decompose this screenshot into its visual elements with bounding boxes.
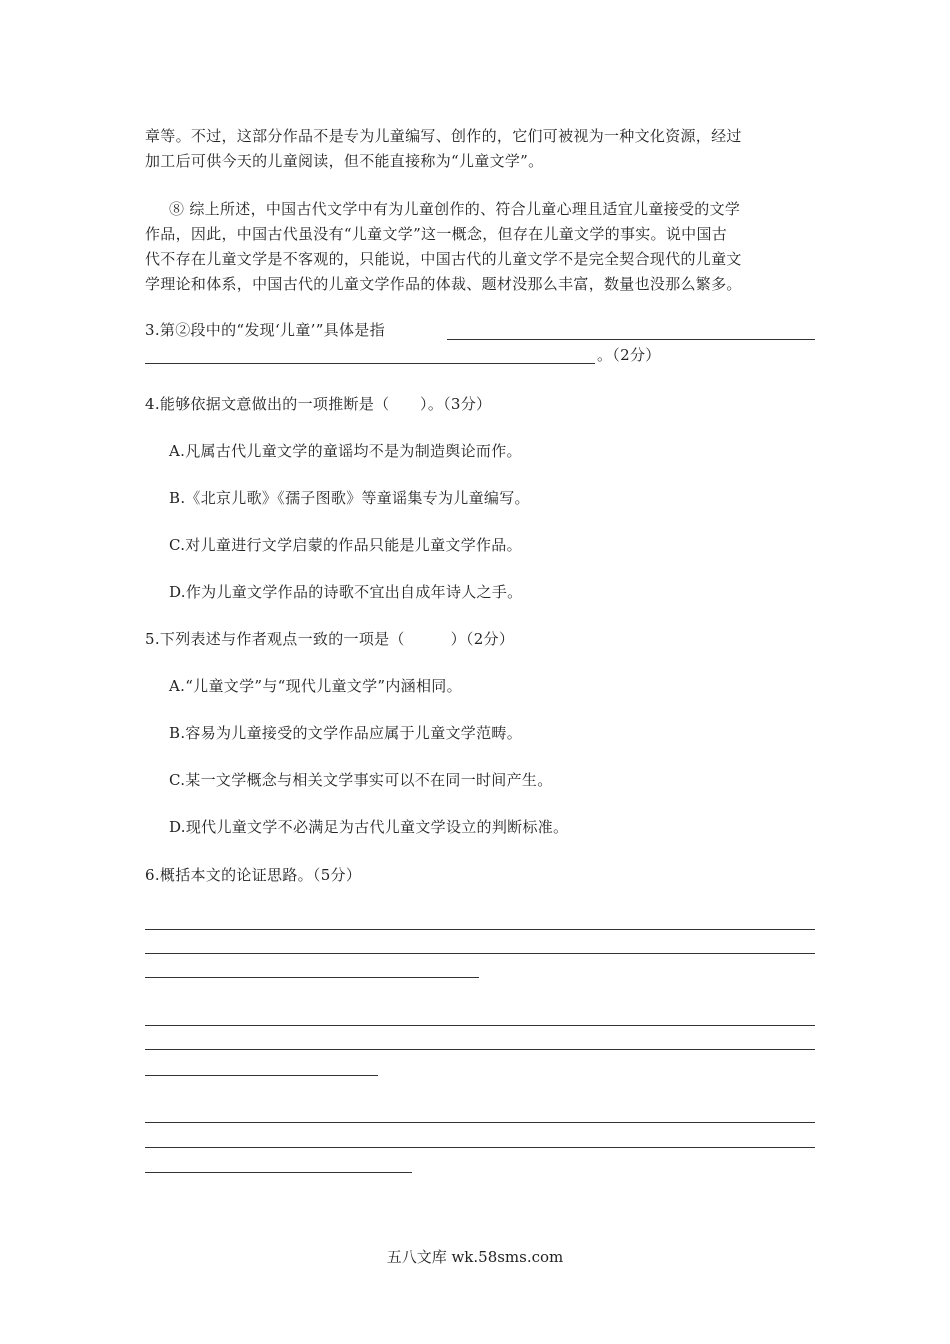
question-6-answer-line[interactable] bbox=[145, 953, 815, 954]
question-4-option-a[interactable]: A.凡属古代儿童文学的童谣均不是为制造舆论而作。 bbox=[169, 442, 522, 460]
paragraph-8-line: ⑧ 综上所述，中国古代文学中有为儿童创作的、符合儿童心理且适宜儿童接受的文学 bbox=[169, 200, 741, 218]
question-6-answer-line[interactable] bbox=[145, 1147, 815, 1148]
question-6-answer-line[interactable] bbox=[145, 929, 815, 930]
paragraph-8-line: 作品，因此，中国古代虽没有“儿童文学”这一概念，但存在儿童文学的事实。说中国古 bbox=[145, 225, 728, 243]
question-6-answer-line[interactable] bbox=[145, 1122, 815, 1123]
paragraph-8-line: 代不存在儿童文学是不客观的，只能说，中国古代的儿童文学不是完全契合现代的儿童文 bbox=[145, 250, 742, 268]
question-5-option-b[interactable]: B.容易为儿童接受的文学作品应属于儿童文学范畴。 bbox=[169, 724, 522, 742]
question-6-stem: 6.概括本文的论证思路。（5分） bbox=[145, 866, 362, 884]
question-5-option-c[interactable]: C.某一文学概念与相关文学事实可以不在同一时间产生。 bbox=[169, 771, 553, 789]
page-footer: 五八文库 wk.58sms.com bbox=[386, 1248, 564, 1266]
question-3-score: 。（2分） bbox=[597, 346, 661, 364]
question-6-answer-line[interactable] bbox=[145, 1025, 815, 1026]
question-6-answer-line[interactable] bbox=[145, 977, 479, 978]
question-3-answer-line[interactable] bbox=[145, 363, 595, 364]
question-4-option-d[interactable]: D.作为儿童文学作品的诗歌不宜出自成年诗人之手。 bbox=[169, 583, 523, 601]
question-6-answer-line[interactable] bbox=[145, 1049, 815, 1050]
question-5-stem: 5.下列表述与作者观点一致的一项是（ ）（2分） bbox=[145, 630, 515, 648]
question-3-answer-line[interactable] bbox=[447, 339, 815, 340]
paragraph-7-line: 加工后可供今天的儿童阅读，但不能直接称为“儿童文学”。 bbox=[145, 152, 544, 170]
question-4-stem: 4.能够依据文意做出的一项推断是（ ）。（3分） bbox=[145, 395, 492, 413]
question-6-answer-line[interactable] bbox=[145, 1075, 378, 1076]
question-4-option-c[interactable]: C.对儿童进行文学启蒙的作品只能是儿童文学作品。 bbox=[169, 536, 522, 554]
paragraph-7-line: 章等。不过，这部分作品不是专为儿童编写、创作的，它们可被视为一种文化资源，经过 bbox=[145, 127, 742, 145]
question-5-option-d[interactable]: D.现代儿童文学不必满足为古代儿童文学设立的判断标准。 bbox=[169, 818, 569, 836]
question-4-option-b[interactable]: B.《北京儿歌》《孺子图歌》等童谣集专为儿童编写。 bbox=[169, 489, 530, 507]
question-5-option-a[interactable]: A.“儿童文学”与“现代儿童文学”内涵相同。 bbox=[169, 677, 462, 695]
question-6-answer-line[interactable] bbox=[145, 1172, 412, 1173]
paragraph-8-line: 学理论和体系，中国古代的儿童文学作品的体裁、题材没那么丰富，数量也没那么繁多。 bbox=[145, 275, 742, 293]
question-3-stem: 3.第②段中的“发现‘儿童’”具体是指 bbox=[145, 321, 385, 339]
